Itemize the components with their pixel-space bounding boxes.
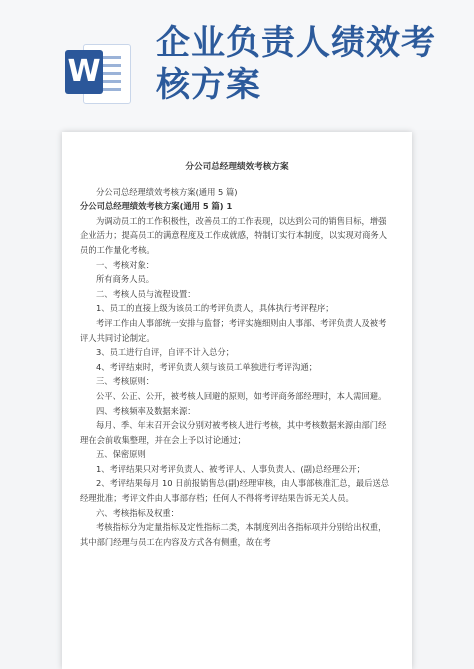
paragraph: 每月、季、年末召开会议分别对被考核人进行考核，其中考核数据来源由部门经理在会前收集整理，并在会上予以讨论通过；	[80, 420, 387, 445]
paragraph: 考评工作由人事部统一安排与监督；考评实施细则由人事部、考评负责人及被考评人共同讨论制定。	[80, 317, 387, 343]
paragraph: 1、员工的直接上级为该员工的考评负责人，具体执行考评程序；	[96, 303, 334, 314]
paragraph: 考核指标分为定量指标及定性指标二类，本制度列出各指标项并分别给出权重，其中部门经理与员工在内容及方式各有侧重，故在考	[80, 522, 387, 547]
document-content	[80, 160, 394, 549]
document-heading: 分公司总经理绩效考核方案(通用 5 篇) 1	[80, 201, 233, 212]
document-subtitle: 分公司总经理绩效考核方案(通用 5 篇)	[96, 186, 238, 197]
word-icon	[65, 40, 131, 104]
document-page	[62, 132, 412, 669]
paragraph: 三、考核原则：	[96, 376, 155, 387]
paragraph: 4、考评结束时，考评负责人须与该员工单独进行考评沟通；	[96, 361, 317, 372]
paragraph: 五、保密原则	[96, 449, 146, 460]
paragraph: 3、员工进行自评，自评不计入总分；	[96, 347, 235, 358]
paragraph: 一、考核对象：	[96, 259, 155, 270]
paragraph: 2、考评结果每月 10 日前报销售总(副)经理审核，由人事部核准汇总，最后送总经理批准；考评文件由人事部存档；任何人不得将考评结果告诉无关人员。	[80, 478, 390, 504]
document-title: 分公司总经理绩效考核方案	[185, 162, 289, 172]
paragraph: 四、考核频率及数据来源：	[96, 405, 196, 416]
page-title-line-2: 核方案	[156, 65, 261, 105]
page-title	[156, 22, 456, 106]
paragraph: 二、考核人员与流程设置：	[96, 288, 196, 299]
page-title-line-1: 企业负责人绩效考	[156, 23, 436, 63]
paragraph: 所有商务人员。	[96, 274, 155, 285]
paragraph: 为调动员工的工作积极性，改善员工的工作表现，以达到公司的销售目标，增强企业活力；提高员工的满意程度及工作成就感，特制订实行本制度，以实现对商务人员的工作量化考核。	[80, 215, 387, 255]
paragraph: 六、考核指标及权重：	[96, 507, 179, 518]
header-banner	[0, 0, 474, 130]
word-letter-badge: W	[65, 50, 103, 94]
paragraph: 1、考评结果只对考评负责人、被考评人、人事负责人、(副)总经理公开；	[96, 463, 365, 474]
paragraph: 公平、公正、公开，被考核人回避的原则，如考评商务部经理时，本人需回避。	[96, 390, 387, 401]
